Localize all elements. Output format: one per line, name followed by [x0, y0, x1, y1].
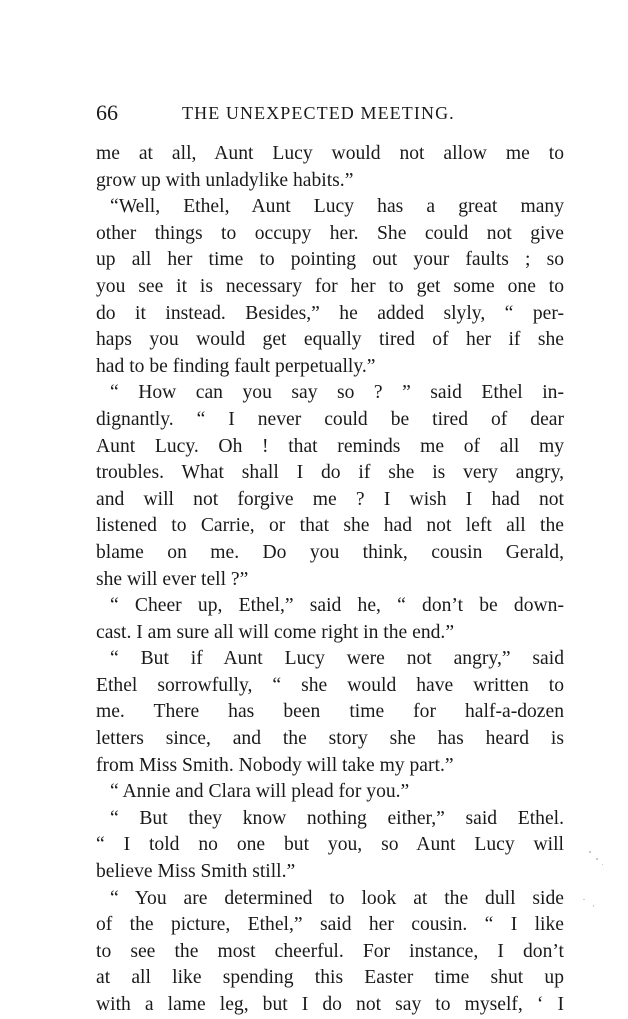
- text-line: blame on me. Do you think, cousin Gerald,: [96, 541, 564, 563]
- text-line: from Miss Smith. Nobody will take my part.”: [96, 754, 454, 776]
- text-line: believe Miss Smith still.”: [96, 861, 296, 883]
- text-line: Aunt Lucy. Oh ! that reminds me of all my: [96, 435, 564, 457]
- text-line: at all like spending this Easter time shut up: [96, 967, 564, 989]
- text-line: you see it is necessary for her to get some one to: [96, 275, 564, 297]
- scan-speck: [589, 851, 591, 853]
- text-line: with a lame leg, but I do not say to myself, ‘ I: [96, 994, 564, 1015]
- text-line: to see the most cheerful. For instance, I don’t: [96, 940, 564, 962]
- body-text: [96, 141, 564, 1019]
- text-line: of the picture, Ethel,” said her cousin. “ I like: [96, 914, 564, 936]
- text-line: “ But they know nothing either,” said Ethel.: [110, 807, 564, 829]
- text-line: letters since, and the story she has heard is: [96, 728, 564, 750]
- text-line: listened to Carrie, or that she had not left all the: [96, 515, 564, 537]
- text-line: “ I told no one but you, so Aunt Lucy will: [96, 834, 564, 856]
- text-line: “ You are determined to look at the dull side: [110, 887, 564, 909]
- text-line: had to be finding fault perpetually.”: [96, 355, 376, 377]
- text-line: me. There has been time for half-a-dozen: [96, 701, 564, 723]
- text-line: “Well, Ethel, Aunt Lucy has a great many: [110, 196, 564, 218]
- text-line: other things to occupy her. She could not give: [96, 222, 564, 244]
- text-line: cast. I am sure all will come right in the end.”: [96, 621, 455, 643]
- text-line: she will ever tell ?”: [96, 568, 249, 590]
- scan-speck: [583, 899, 585, 900]
- scan-speck: [602, 864, 603, 865]
- text-line: “ Annie and Clara will plead for you.”: [110, 781, 410, 803]
- text-line: troubles. What shall I do if she is very angry,: [96, 462, 564, 484]
- page-header: [96, 98, 566, 128]
- text-line: me at all, Aunt Lucy would not allow me to: [96, 143, 564, 164]
- text-line: do it instead. Besides,” he added slyly, “ per-: [96, 302, 564, 324]
- text-line: and will not forgive me ? I wish I had not: [96, 488, 564, 510]
- scan-speck: [593, 905, 594, 907]
- text-line: dignantly. “ I never could be tired of dear: [96, 408, 564, 430]
- page-number: 66: [96, 100, 118, 125]
- text-line: “ How can you say so ? ” said Ethel in-: [110, 382, 564, 404]
- text-line: “ But if Aunt Lucy were not angry,” said: [110, 648, 564, 670]
- text-line: haps you would get equally tired of her if she: [96, 329, 564, 351]
- text-line: grow up with unladylike habits.”: [96, 169, 354, 191]
- running-title: THE UNEXPECTED MEETING.: [182, 103, 455, 123]
- text-line: Ethel sorrowfully, “ she would have written to: [96, 674, 564, 696]
- text-line: “ Cheer up, Ethel,” said he, “ don’t be down-: [110, 595, 564, 617]
- scan-speck: [596, 858, 598, 860]
- text-line: up all her time to pointing out your faults ; so: [96, 249, 564, 271]
